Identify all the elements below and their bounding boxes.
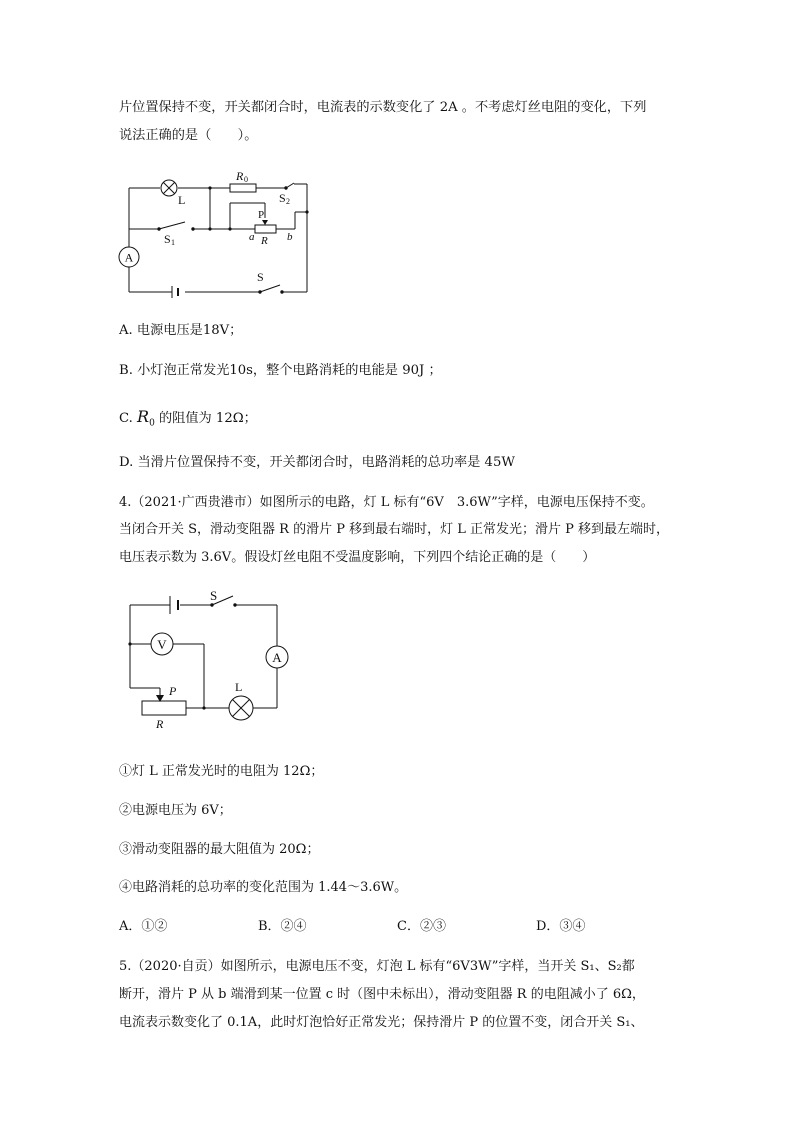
question-4-line: 4.（2021·广西贵港市）如图所示的电路，灯 L 标有“6V 3.6W”字样，电源电压保持不变。	[119, 495, 654, 510]
svg-text:A: A	[124, 250, 134, 265]
svg-text:V: V	[157, 637, 167, 652]
option-c-symbol: R	[137, 407, 150, 426]
rheostat-r-icon	[142, 701, 186, 715]
choice-a: A．①②	[119, 919, 168, 934]
statement-1: ①灯 L 正常发光时的电阻为 12Ω；	[119, 764, 324, 779]
svg-text:R: R	[236, 169, 244, 183]
choice-c: C．②③	[397, 919, 446, 934]
svg-text:A: A	[272, 650, 282, 665]
rheostat-r-icon	[255, 225, 276, 233]
svg-text:1: 1	[171, 238, 175, 247]
svg-text:a: a	[249, 231, 255, 243]
svg-text:S: S	[210, 588, 218, 603]
option-c-suffix: 的阻值为 12Ω；	[154, 411, 257, 426]
resistor-r0-icon	[230, 184, 256, 192]
option-a: A. 电源电压是18V；	[119, 323, 243, 338]
svg-text:0: 0	[244, 175, 248, 184]
statement-3: ③滑动变阻器的最大阻值为 20Ω；	[119, 842, 320, 857]
question-text-line: 说法正确的是（ ）。	[119, 128, 258, 143]
svg-text:S: S	[164, 232, 171, 246]
question-5-line: 电流表示数变化了 0.1A，此时灯泡恰好正常发光；保持滑片 P 的位置不变，闭合开关 S₁、	[119, 1015, 644, 1030]
svg-text:P: P	[258, 209, 265, 221]
svg-text:L: L	[235, 680, 243, 694]
svg-text:b: b	[287, 231, 293, 243]
switch-s-icon	[259, 285, 283, 293]
switch-s1-icon	[158, 222, 194, 230]
option-b: B. 小灯泡正常发光10s，整个电路消耗的电能是 90J ；	[119, 363, 442, 378]
voltmeter-icon	[151, 633, 173, 655]
svg-text:S: S	[279, 191, 286, 205]
svg-text:S: S	[257, 270, 264, 284]
circuit-diagram-1	[110, 168, 310, 298]
svg-text:L: L	[178, 193, 186, 207]
option-c-prefix: C.	[119, 411, 138, 426]
option-d: D. 当滑片位置保持不变，开关都闭合时，电路消耗的总功率是 45W	[119, 455, 515, 470]
ammeter-icon	[266, 646, 288, 668]
choice-d: D．③④	[536, 919, 586, 934]
question-5-line: 断开，滑片 P 从 b 端滑到某一位置 c 时（图中未标出），滑动变阻器 R 的电阻减小了 6Ω，	[119, 987, 645, 1002]
svg-text:2: 2	[286, 197, 290, 206]
circuit-diagram-2	[120, 585, 290, 731]
option-c	[119, 408, 257, 433]
question-4-line: 电压表示数为 3.6V。假设灯丝电阻不受温度影响，下列四个结论正确的是（ ）	[119, 550, 596, 565]
battery-icon	[170, 596, 178, 614]
svg-text:R: R	[261, 235, 268, 247]
ammeter-icon	[119, 247, 139, 267]
switch-s2-icon	[285, 183, 294, 189]
battery-icon	[172, 286, 178, 298]
option-c-subscript: 0	[149, 418, 155, 429]
question-text-line: 片位置保持不变，开关都闭合时，电流表的示数变化了 2A 。不考虑灯丝电阻的变化，下列	[119, 100, 647, 115]
lamp-icon	[161, 180, 177, 196]
choice-b: B．②④	[258, 919, 307, 934]
statement-4: ④电路消耗的总功率的变化范围为 1.44～3.6W。	[119, 880, 408, 895]
svg-text:P: P	[169, 684, 177, 698]
statement-2: ②电源电压为 6V；	[119, 803, 232, 818]
question-4-line: 当闭合开关 S，滑动变阻器 R 的滑片 P 移到最右端时，灯 L 正常发光；滑片 P 移到最左端时，	[119, 522, 670, 537]
lamp-icon	[229, 696, 253, 720]
svg-text:R: R	[156, 717, 164, 731]
question-5-line: 5.（2020·自贡）如图所示，电源电压不变，灯泡 L 标有“6V3W”字样，当开关 S₁、S₂都	[119, 959, 635, 974]
